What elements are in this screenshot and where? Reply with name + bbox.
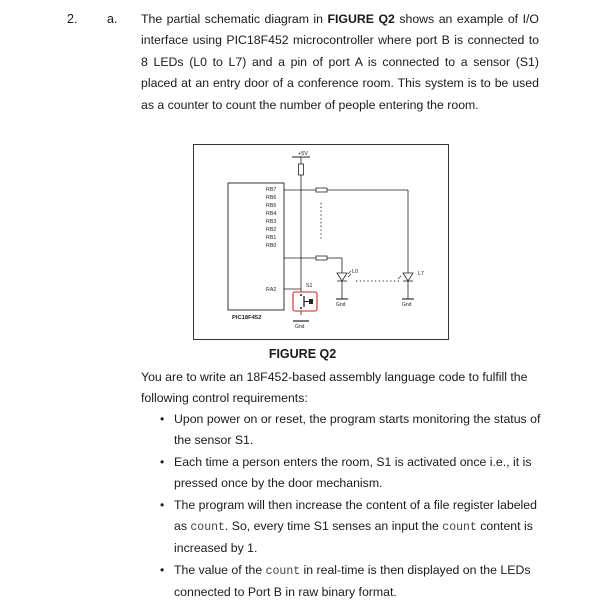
led-l7-icon (403, 273, 413, 281)
requirement-2: Each time a person enters the room, S1 is activated once i.e., it is pressed once by the door mechanism. (174, 454, 532, 491)
pin-label-rb0: RB0 (266, 243, 277, 249)
count-code-2: count (442, 521, 477, 535)
l7-ground-label: Gnd (402, 302, 412, 308)
pin-label-rb3: RB3 (266, 219, 277, 225)
led-l0-label: L0 (352, 269, 358, 275)
question-number: 2. (67, 12, 78, 26)
bullet-icon: • (160, 497, 165, 512)
chip-label: PIC18F452 (232, 315, 262, 321)
l0-ground-label: Gnd (336, 302, 346, 308)
requirement-3-part-3: content is increased by 1. (174, 519, 533, 556)
count-code-3: count (265, 564, 301, 578)
figure-reference: FIGURE Q2 (327, 12, 395, 26)
schematic-diagram (194, 145, 448, 339)
bullet-icon: • (160, 412, 165, 426)
sensor-contact-top (300, 294, 302, 296)
pullup-resistor (299, 164, 304, 175)
list-item (156, 452, 541, 495)
question-part: a. (107, 12, 118, 26)
led-l0-ray-2 (348, 274, 351, 277)
pin-label-rb1: RB1 (266, 235, 277, 241)
pin-label-rb6: RB6 (266, 195, 277, 201)
requirement-4-part-2: in real-time is then displayed on the LEDs connected to Port B in raw binary format. (174, 562, 531, 600)
list-item (156, 560, 541, 604)
pin-label-ra2: RA2 (266, 287, 277, 293)
list-item (156, 409, 541, 452)
bullet-icon: • (160, 562, 165, 577)
rb0-resistor (316, 256, 327, 260)
intro-text-1: The partial schematic diagram in (141, 12, 328, 26)
count-code-1: count (190, 521, 225, 535)
task-intro: You are to write an 18F452-based assembly language code to fulfill the following control requirements: (141, 370, 528, 406)
requirement-1: Upon power on or reset, the program starts monitoring the status of the sensor S1. (174, 412, 541, 448)
schematic-figure (193, 144, 449, 340)
intro-paragraph (141, 9, 539, 116)
led-l0-icon (337, 273, 347, 281)
led-l0-ray (348, 271, 351, 274)
sensor-contact-bottom (300, 307, 302, 309)
bullet-icon: • (160, 454, 165, 469)
pin-label-rb5: RB5 (266, 203, 277, 209)
requirements-list (156, 409, 541, 604)
supply-label: +5V (298, 151, 308, 157)
pin-label-rb7: RB7 (266, 187, 277, 193)
sensor-switch-button-icon (309, 299, 313, 304)
led-l7-ray (398, 276, 401, 279)
pin-label-rb4: RB4 (266, 211, 277, 217)
sensor-ground-label: Gnd (295, 324, 305, 330)
led-l7-label: L7 (418, 271, 424, 277)
list-item (156, 495, 541, 560)
sensor-label: S1 (306, 283, 313, 289)
pin-label-rb2: RB2 (266, 227, 277, 233)
requirement-4-part-1: The value of the (174, 562, 266, 577)
rb7-resistor (316, 188, 327, 192)
requirement-3-part-2: . So, every time S1 senses an input the (224, 519, 443, 534)
intro-text-2: shows an example of I/O interface using PIC18F452 microcontroller where port B is connected to 8 LEDs (L0 to L7) and a pin of port A is connected to a sensor (S1) placed at an entry door of a conference room. This system is to be used as a counter to count the number of people entering the room. (141, 12, 539, 112)
figure-caption: FIGURE Q2 (268, 347, 337, 361)
requirement-3-part-1: The program will then increase the content of a file register labeled as (174, 497, 537, 534)
